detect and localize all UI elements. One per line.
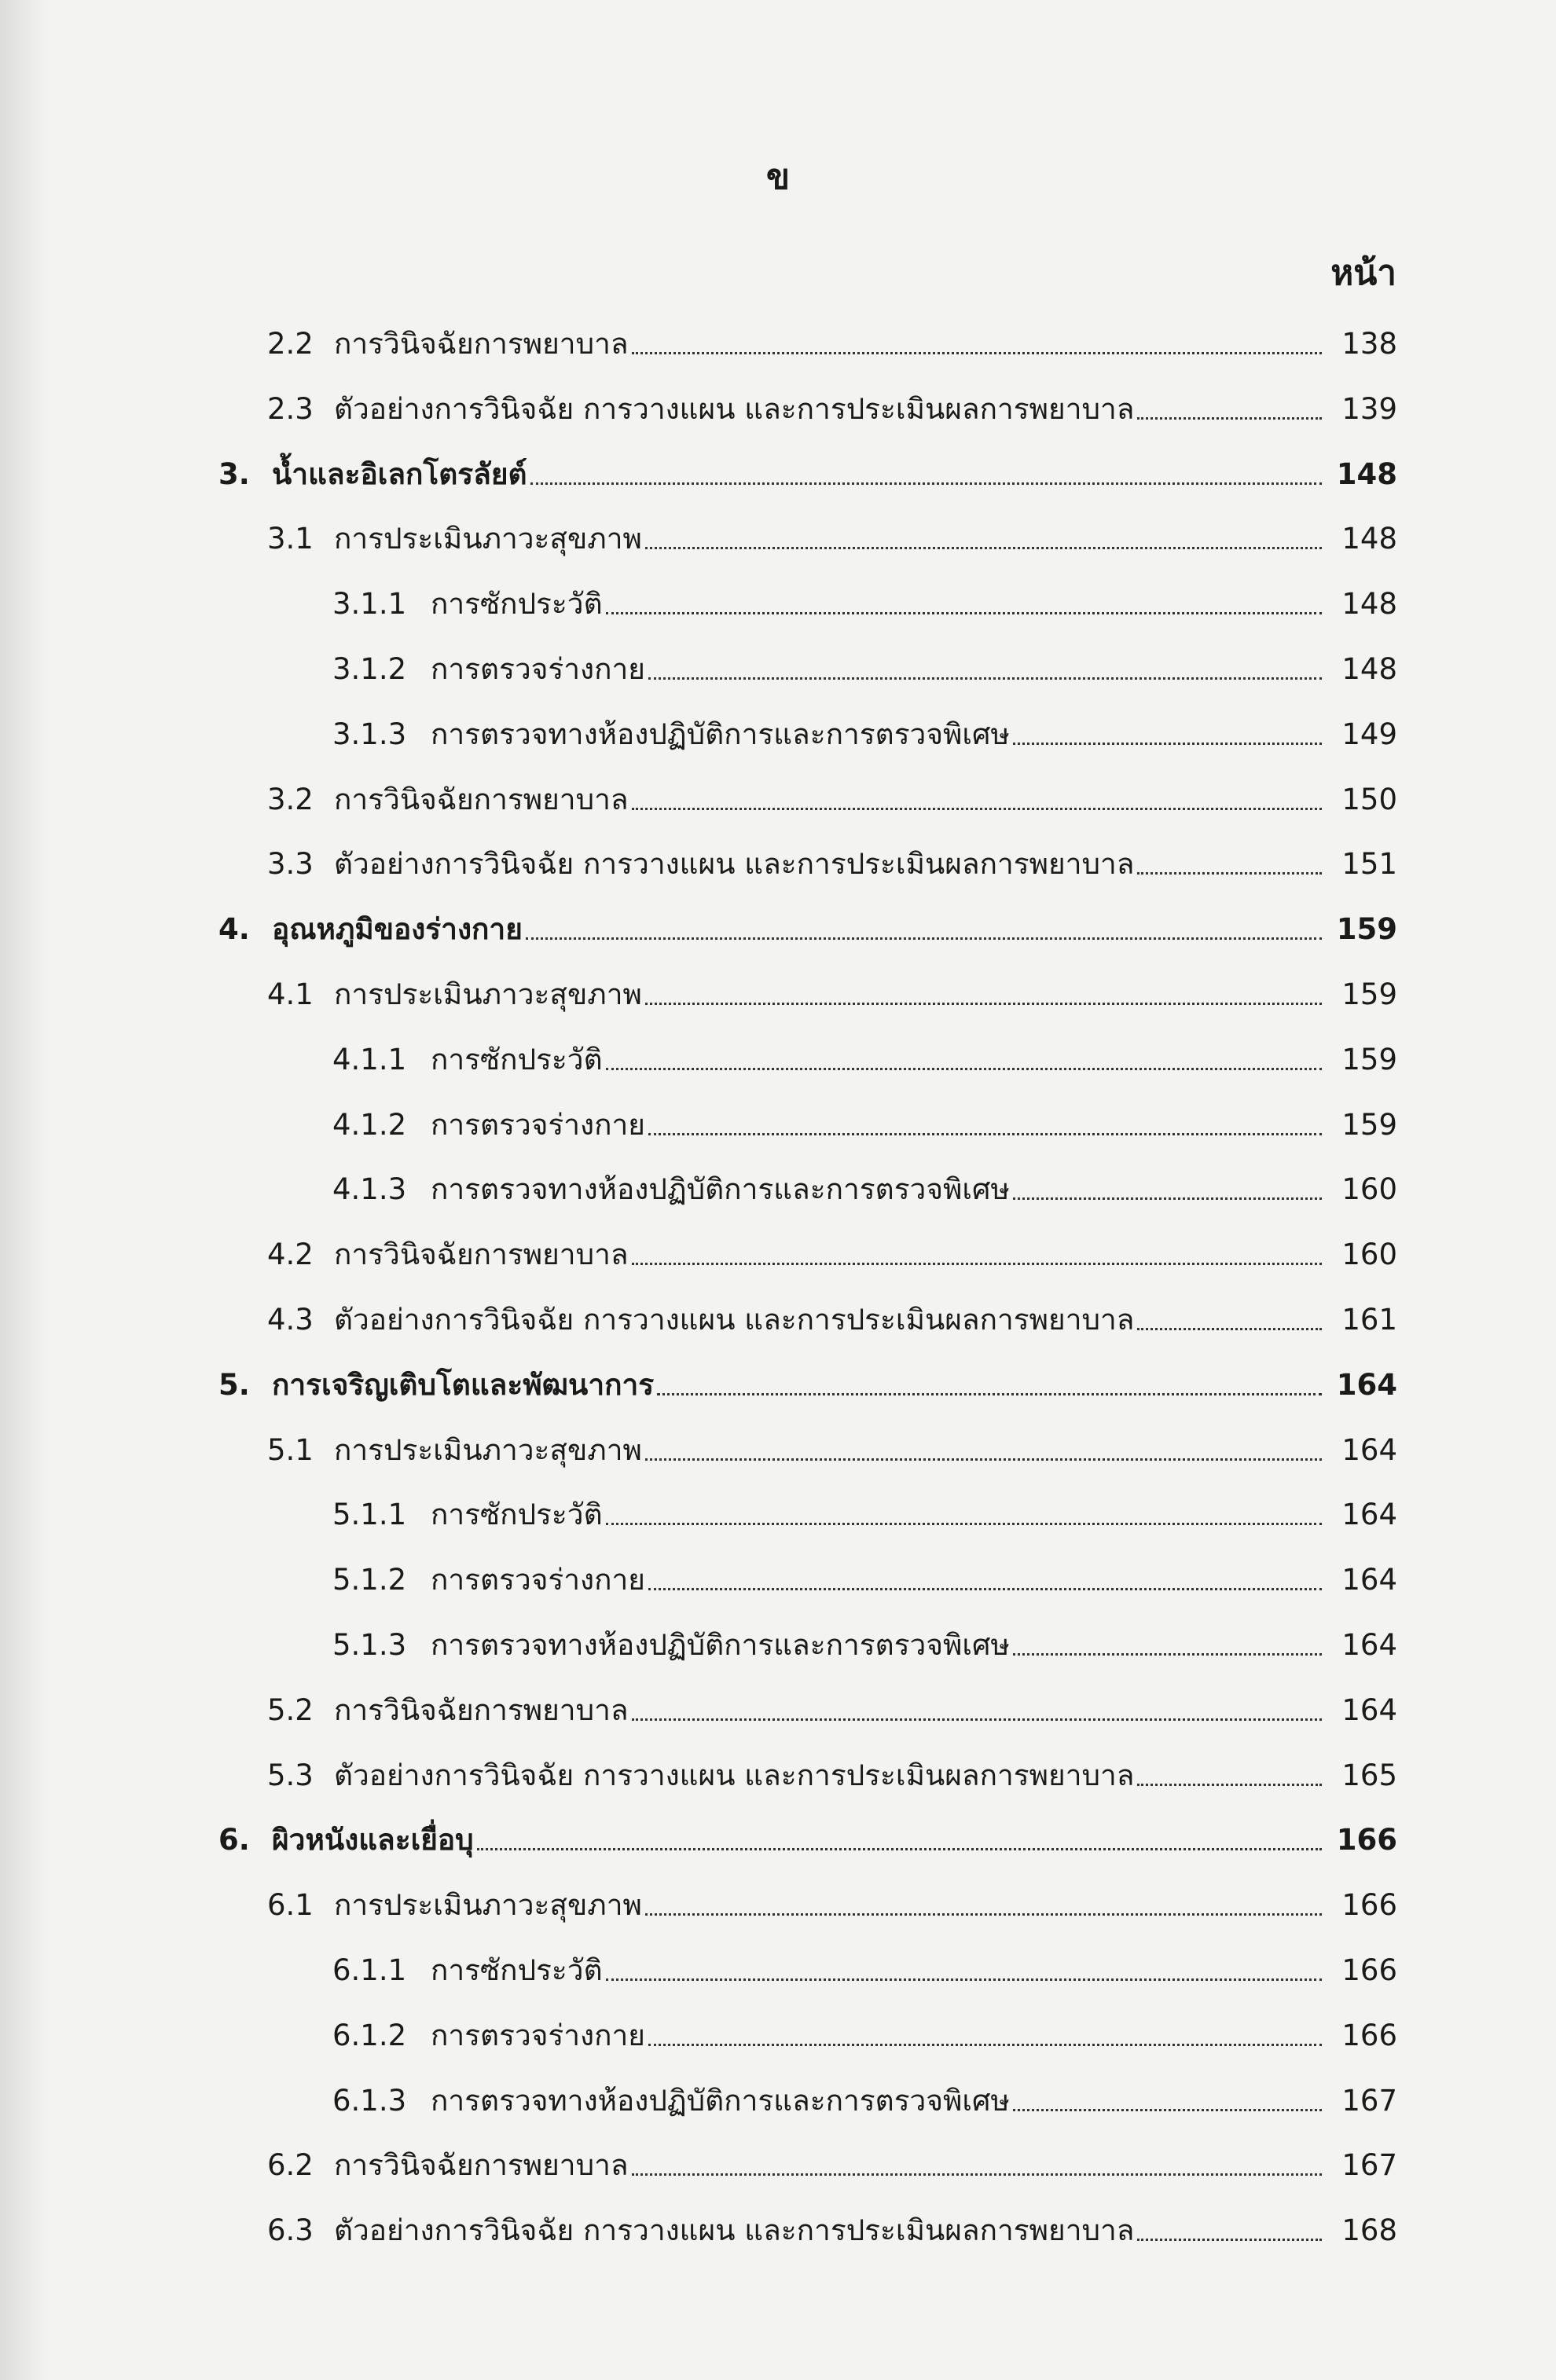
toc-entry-row [267, 1746, 1397, 1793]
dot-leader [645, 547, 1322, 549]
toc-entry-page-number: 148 [1336, 457, 1397, 491]
toc-entry-title: การวินิจฉัยการพยาบาล [334, 1692, 629, 1727]
toc-entry-number: 5.1 [267, 1432, 314, 1467]
dot-leader [632, 352, 1322, 354]
toc-entry-page-number: 159 [1341, 1042, 1397, 1076]
toc-entry-title: การตรวจทางห้องปฏิบัติการและการตรวจพิเศษ [431, 1172, 1010, 1207]
toc-entry-row [267, 1225, 1397, 1272]
dot-leader [1137, 1784, 1322, 1786]
dot-leader [1013, 2109, 1322, 2111]
toc-entry-title: การเจริญเติบโตและพัฒนาการ [272, 1367, 655, 1402]
toc-entry-number: 4. [218, 912, 250, 947]
toc-entry-page-number: 159 [1341, 1107, 1397, 1142]
toc-entry-title: อุณหภูมิของร่างกาย [272, 912, 523, 947]
toc-entry-number: 6. [218, 1823, 250, 1857]
toc-entry-number: 6.1.1 [332, 1953, 407, 1987]
toc-entry-number: 6.2 [267, 2148, 314, 2183]
toc-entry-page-number: 167 [1341, 2148, 1397, 2183]
toc-entry-title: การซักประวัติ [431, 587, 603, 622]
dot-leader [606, 1523, 1322, 1525]
toc-entry-page-number: 165 [1341, 1758, 1397, 1792]
toc-entry-title: การวินิจฉัยการพยาบาล [334, 782, 629, 816]
toc-chapter-row [218, 1810, 1397, 1857]
toc-entry-number: 3.1.3 [332, 717, 407, 751]
dot-leader [1137, 872, 1322, 875]
toc-entry-number: 5. [218, 1367, 250, 1402]
toc-entry-row [332, 640, 1397, 687]
toc-entry-row [267, 1421, 1397, 1468]
toc-entry-row [332, 1941, 1397, 1988]
toc-entry-number: 4.1.1 [332, 1042, 407, 1076]
toc-entry-number: 6.1.2 [332, 2018, 407, 2052]
toc-entry-number: 6.3 [267, 2213, 314, 2248]
toc-entry-row [332, 705, 1397, 752]
toc-entry-row [332, 1485, 1397, 1532]
toc-entry-number: 5.3 [267, 1758, 314, 1792]
dot-leader [606, 612, 1322, 614]
toc-entry-title: การซักประวัติ [431, 1042, 603, 1076]
toc-entry-page-number: 164 [1336, 1367, 1397, 1402]
toc-entry-number: 3. [218, 457, 250, 491]
toc-entry-number: 3.1 [267, 522, 314, 556]
toc-entry-row [267, 314, 1397, 361]
toc-entry-title: การประเมินภาวะสุขภาพ [334, 1888, 642, 1923]
toc-entry-page-number: 164 [1341, 1692, 1397, 1727]
toc-entry-row [267, 834, 1397, 882]
toc-entry-title: การซักประวัติ [431, 1498, 603, 1532]
dot-leader [645, 1913, 1322, 1916]
toc-entry-title: การตรวจทางห้องปฏิบัติการและการตรวจพิเศษ [431, 2083, 1010, 2118]
toc-chapter-row [218, 900, 1397, 947]
dot-leader [648, 1588, 1322, 1590]
toc-entry-number: 3.1.2 [332, 652, 407, 686]
toc-chapter-row [218, 445, 1397, 492]
dot-leader [648, 677, 1322, 680]
toc-entry-title: การซักประวัติ [431, 1953, 603, 1987]
toc-entry-number: 3.3 [267, 847, 314, 882]
toc-entry-number: 3.2 [267, 782, 314, 816]
toc-entry-number: 4.1.3 [332, 1172, 407, 1207]
toc-entry-number: 3.1.1 [332, 587, 407, 622]
toc-entry-row [267, 965, 1397, 1012]
toc-entry-title: ตัวอย่างการวินิจฉัย การวางแผน และการประเมินผลการพยาบาล [334, 1758, 1135, 1792]
dot-leader [648, 1133, 1322, 1135]
toc-entry-row [267, 380, 1397, 427]
toc-entry-number: 6.1.3 [332, 2083, 407, 2118]
dot-leader [632, 1718, 1322, 1721]
toc-entry-row [267, 1290, 1397, 1337]
toc-entry-row [332, 1030, 1397, 1077]
toc-entry-title: การวินิจฉัยการพยาบาล [334, 1238, 629, 1272]
toc-entry-number: 4.3 [267, 1303, 314, 1337]
toc-entry-title: ตัวอย่างการวินิจฉัย การวางแผน และการประเมินผลการพยาบาล [334, 847, 1135, 882]
dot-leader [1013, 743, 1322, 745]
page-letter: ข [765, 157, 791, 197]
toc-entry-number: 2.3 [267, 391, 314, 426]
dot-leader [1137, 417, 1322, 420]
dot-leader [1013, 1197, 1322, 1200]
toc-entry-page-number: 166 [1341, 2018, 1397, 2052]
toc-entry-row [332, 2071, 1397, 2118]
toc-entry-title: การประเมินภาวะสุขภาพ [334, 977, 642, 1011]
toc-entry-title: การตรวจทางห้องปฏิบัติการและการตรวจพิเศษ [431, 717, 1010, 751]
toc-entry-row [332, 1550, 1397, 1597]
toc-entry-title: การตรวจร่างกาย [431, 1107, 645, 1142]
dot-leader [645, 1003, 1322, 1005]
toc-entry-row [267, 770, 1397, 817]
toc-entry-page-number: 166 [1336, 1823, 1397, 1857]
toc-entry-number: 6.1 [267, 1888, 314, 1923]
toc-entry-number: 5.2 [267, 1692, 314, 1727]
toc-entry-row [332, 1095, 1397, 1142]
dot-leader [1013, 1653, 1322, 1656]
toc-entry-row [332, 1160, 1397, 1207]
toc-entry-page-number: 159 [1341, 977, 1397, 1011]
toc-entry-title: ตัวอย่างการวินิจฉัย การวางแผน และการประเมินผลการพยาบาล [334, 1303, 1135, 1337]
toc-entry-page-number: 167 [1341, 2083, 1397, 2118]
toc-entry-number: 5.1.1 [332, 1498, 407, 1532]
toc-entry-row [267, 1876, 1397, 1923]
toc-entry-page-number: 148 [1341, 587, 1397, 622]
toc-entry-row [267, 2201, 1397, 2248]
toc-entry-page-number: 149 [1341, 717, 1397, 751]
toc-entry-title: การตรวจร่างกาย [431, 1563, 645, 1597]
toc-entry-page-number: 138 [1341, 327, 1397, 361]
toc-entry-number: 2.2 [267, 327, 314, 361]
toc-entry-title: ผิวหนังและเยื่อบุ [272, 1823, 474, 1857]
dot-leader [1137, 2239, 1322, 2241]
dot-leader [606, 1978, 1322, 1981]
toc-entry-title: การประเมินภาวะสุขภาพ [334, 1432, 642, 1467]
toc-entry-number: 4.1 [267, 977, 314, 1011]
toc-entry-number: 5.1.3 [332, 1628, 407, 1662]
toc-entry-page-number: 166 [1341, 1953, 1397, 1987]
toc-entry-page-number: 161 [1341, 1303, 1397, 1337]
page-column-header: หน้า [1330, 253, 1396, 293]
page-edge-shadow [0, 0, 47, 2380]
dot-leader [530, 482, 1322, 485]
toc-chapter-row [218, 1355, 1397, 1403]
toc-entry-row [267, 1681, 1397, 1728]
dot-leader [657, 1393, 1322, 1395]
toc-entry-page-number: 168 [1341, 2213, 1397, 2248]
toc-entry-page-number: 164 [1341, 1563, 1397, 1597]
toc-entry-row [332, 574, 1397, 622]
toc-entry-title: การตรวจร่างกาย [431, 652, 645, 686]
dot-leader [632, 1263, 1322, 1265]
toc-entry-page-number: 148 [1341, 652, 1397, 686]
dot-leader [632, 2173, 1322, 2176]
toc-entry-page-number: 151 [1341, 847, 1397, 882]
toc-entry-page-number: 166 [1341, 1888, 1397, 1923]
dot-leader [477, 1848, 1322, 1850]
dot-leader [606, 1068, 1322, 1070]
toc-entry-row [267, 2136, 1397, 2183]
dot-leader [645, 1458, 1322, 1461]
toc-entry-number: 4.1.2 [332, 1107, 407, 1142]
toc-entry-number: 5.1.2 [332, 1563, 407, 1597]
dot-leader [1137, 1328, 1322, 1330]
toc-entry-title: การวินิจฉัยการพยาบาล [334, 327, 629, 361]
toc-entry-title: ตัวอย่างการวินิจฉัย การวางแผน และการประเมินผลการพยาบาล [334, 2213, 1135, 2248]
toc-entry-page-number: 148 [1341, 522, 1397, 556]
toc-entry-row [332, 1615, 1397, 1663]
dot-leader [526, 937, 1322, 940]
toc-entry-row [332, 2006, 1397, 2053]
toc-entry-page-number: 159 [1336, 912, 1397, 947]
toc-entry-row [267, 509, 1397, 556]
dot-leader [648, 2044, 1322, 2046]
toc-entry-page-number: 160 [1341, 1238, 1397, 1272]
toc-entry-title: การตรวจร่างกาย [431, 2018, 645, 2052]
toc-entry-title: น้ำและอิเลกโตรลัยต์ [272, 457, 527, 491]
toc-entry-title: การตรวจทางห้องปฏิบัติการและการตรวจพิเศษ [431, 1628, 1010, 1662]
toc-entry-page-number: 164 [1341, 1432, 1397, 1467]
toc-entry-page-number: 160 [1341, 1172, 1397, 1207]
toc-entry-title: ตัวอย่างการวินิจฉัย การวางแผน และการประเมินผลการพยาบาล [334, 391, 1135, 426]
toc-entry-page-number: 164 [1341, 1498, 1397, 1532]
toc-entry-number: 4.2 [267, 1238, 314, 1272]
toc-entry-page-number: 150 [1341, 782, 1397, 816]
toc-entry-page-number: 164 [1341, 1628, 1397, 1662]
toc-entry-title: การวินิจฉัยการพยาบาล [334, 2148, 629, 2183]
toc-entry-page-number: 139 [1341, 391, 1397, 426]
dot-leader [632, 808, 1322, 810]
toc-entry-title: การประเมินภาวะสุขภาพ [334, 522, 642, 556]
